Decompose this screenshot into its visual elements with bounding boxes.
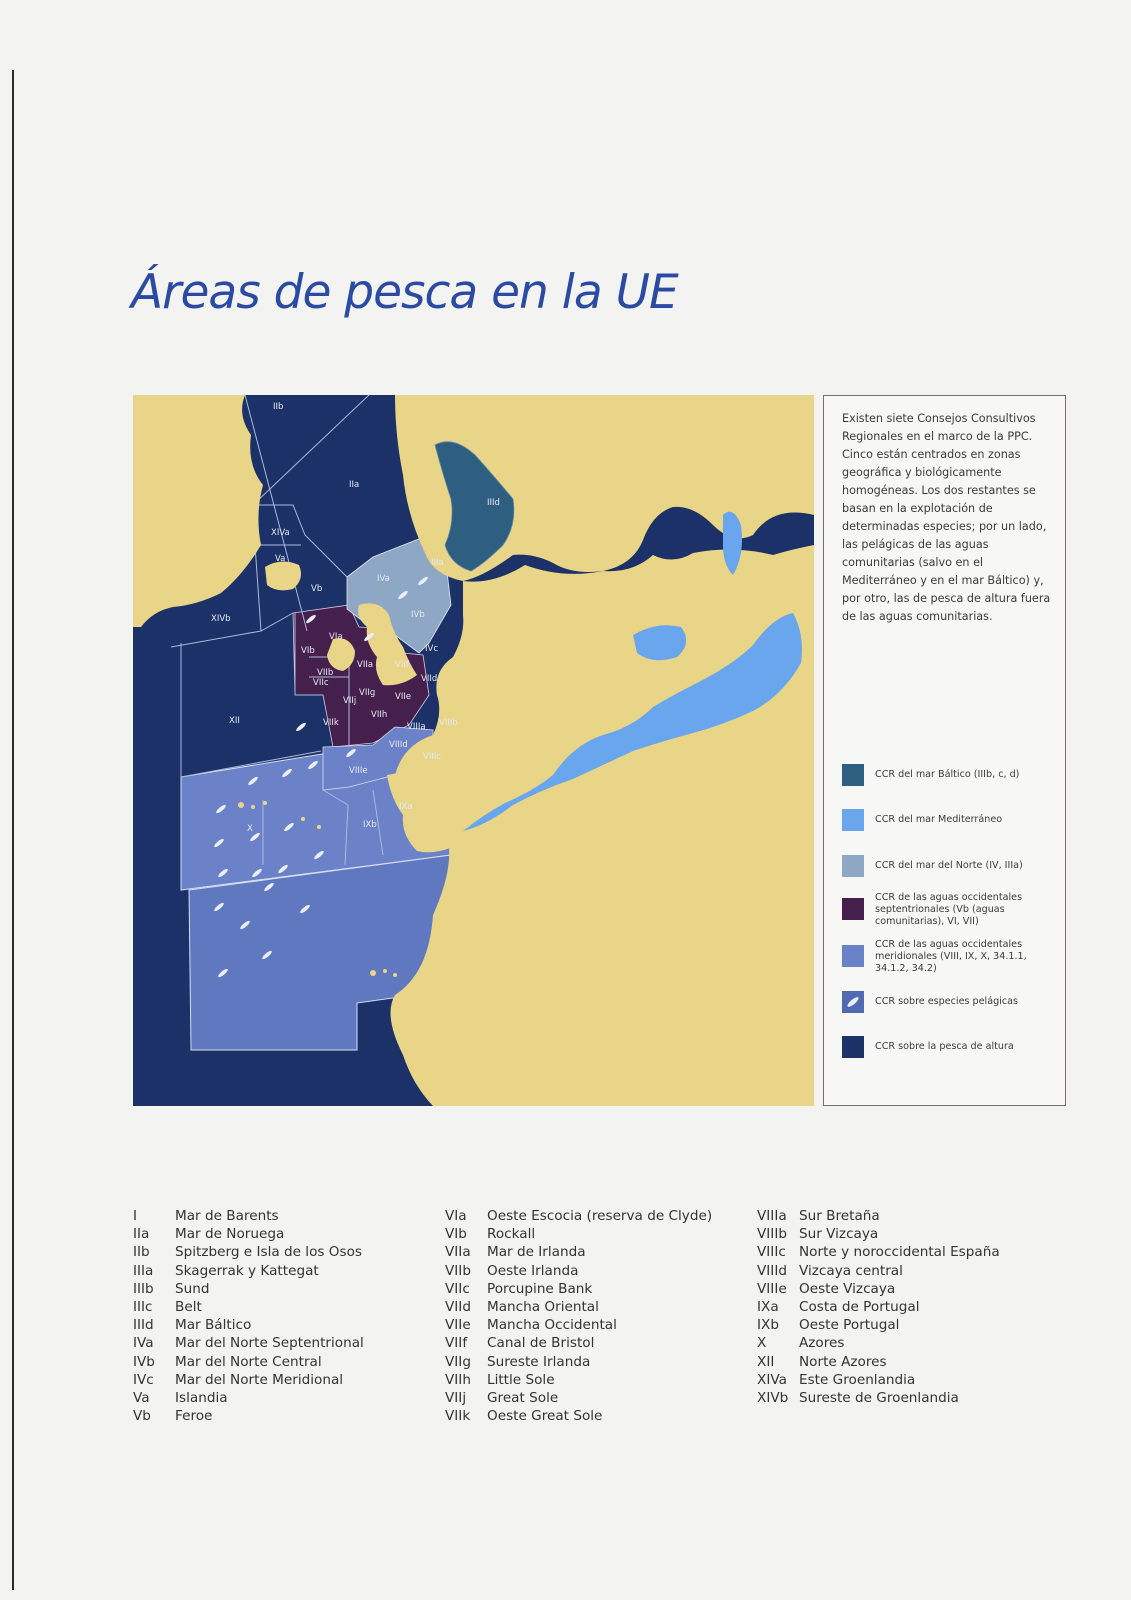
- legend-label: CCR del mar del Norte (IV, IIIa): [875, 860, 1023, 871]
- area-code-row: [445, 1281, 712, 1299]
- area-name: Costa de Portugal: [799, 1298, 920, 1315]
- area-code: VIa: [445, 1208, 467, 1224]
- area-code: IVc: [133, 1371, 154, 1388]
- map-label: VIIIe: [349, 766, 368, 776]
- area-code-row: [445, 1372, 712, 1390]
- area-name: Sureste Irlanda: [487, 1353, 591, 1370]
- area-name: Mar Báltico: [175, 1317, 252, 1334]
- area-code: IIb: [133, 1244, 150, 1261]
- area-code-row: [757, 1281, 1000, 1299]
- map-label: VIId: [421, 674, 438, 684]
- legend-label: CCR del mar Mediterráneo: [875, 814, 1003, 825]
- area-name: Oeste Great Sole: [487, 1408, 603, 1425]
- area-code-row: [133, 1263, 364, 1281]
- page-edge-line: [12, 70, 14, 1590]
- map-label: VIIa: [357, 660, 374, 670]
- legend-swatch: [842, 764, 864, 786]
- legend-swatch: [842, 809, 864, 831]
- area-code-row: [757, 1226, 1000, 1244]
- area-name: Mancha Occidental: [487, 1317, 617, 1334]
- area-code: IIa: [133, 1226, 150, 1243]
- area-name: Little Sole: [487, 1371, 555, 1388]
- area-name: Feroe: [175, 1408, 213, 1425]
- area-code-row: [445, 1244, 712, 1262]
- area-name: Norte Azores: [799, 1353, 887, 1370]
- map-label: VIIf: [395, 660, 409, 670]
- area-code-row: [445, 1335, 712, 1353]
- legend-swatch: [842, 898, 864, 920]
- area-code-list-3: [757, 1208, 1000, 1408]
- area-code: VIIf: [445, 1335, 468, 1352]
- area-code: VIIIb: [757, 1226, 787, 1243]
- area-code: IXa: [757, 1298, 779, 1315]
- legend-item-mediterranean: [842, 809, 1060, 849]
- legend-panel: [823, 395, 1066, 1106]
- area-code: I: [133, 1208, 138, 1224]
- area-name: Sur Bretaña: [799, 1208, 880, 1224]
- area-name: Oeste Portugal: [799, 1317, 900, 1334]
- area-code-row: [757, 1390, 1000, 1408]
- area-code-row: [133, 1317, 364, 1335]
- map-label: IIId: [487, 498, 500, 508]
- map-label: IXa: [399, 802, 413, 812]
- area-code-row: [757, 1354, 1000, 1372]
- area-code: IVb: [133, 1353, 155, 1370]
- map-label: VIIh: [371, 710, 388, 720]
- area-code-row: [445, 1263, 712, 1281]
- legend-item-pelagic: [842, 991, 1060, 1031]
- area-name: Este Groenlandia: [799, 1371, 916, 1388]
- area-name: Sund: [175, 1280, 210, 1297]
- area-code: VIIa: [445, 1244, 471, 1261]
- map-label: XIVa: [271, 528, 290, 538]
- land-iceland: [265, 561, 301, 590]
- area-code: VIIIa: [757, 1208, 787, 1224]
- map-label: XIVb: [211, 614, 231, 624]
- area-code: XIVb: [757, 1389, 789, 1406]
- legend-swatch: [842, 855, 864, 877]
- area-code-row: [445, 1226, 712, 1244]
- area-code: VIIh: [445, 1371, 471, 1388]
- map-label: XII: [229, 716, 240, 726]
- area-code-row: [445, 1208, 712, 1226]
- area-code-row: [133, 1372, 364, 1390]
- area-name: Mancha Oriental: [487, 1298, 599, 1315]
- area-name: Rockall: [487, 1226, 536, 1243]
- map-label: VIa: [329, 632, 343, 642]
- map-label: VIIIb: [439, 718, 458, 728]
- area-name: Islandia: [175, 1389, 228, 1406]
- legend-item-high-seas: [842, 1036, 1060, 1076]
- area-code-row: [133, 1226, 364, 1244]
- area-code-row: [445, 1390, 712, 1408]
- area-name: Mar de Noruega: [175, 1226, 285, 1243]
- area-code: X: [757, 1335, 767, 1352]
- area-name: Sureste de Groenlandia: [799, 1389, 959, 1406]
- area-code: IXb: [757, 1317, 779, 1334]
- legend-item-southwest: [842, 939, 1060, 979]
- map-label: Vb: [311, 584, 323, 594]
- area-code: VIb: [445, 1226, 467, 1243]
- map-label: VIIg: [359, 688, 376, 698]
- map-label: IVc: [425, 644, 438, 654]
- area-name: Norte y noroccidental España: [799, 1244, 1000, 1261]
- area-code: VIIj: [445, 1389, 467, 1406]
- area-code: VIIe: [445, 1317, 471, 1334]
- area-code: VIIIc: [757, 1244, 786, 1261]
- area-name: Belt: [175, 1298, 202, 1315]
- area-code-row: [133, 1390, 364, 1408]
- area-name: Mar del Norte Meridional: [175, 1371, 344, 1388]
- area-name: Great Sole: [487, 1389, 559, 1406]
- legend-label: CCR de las aguas occidentales septentrionales (Vb (aguas comunitarias), VI, VII): [875, 892, 1023, 927]
- area-code-row: [133, 1354, 364, 1372]
- legend-label: CCR del mar Báltico (IIIb, c, d): [875, 769, 1020, 780]
- area-code-list-2: [445, 1208, 712, 1426]
- legend-item-north-sea: [842, 855, 1060, 895]
- area-name: Mar de Barents: [175, 1208, 279, 1224]
- area-code: XIVa: [757, 1371, 787, 1388]
- area-code-row: [757, 1299, 1000, 1317]
- area-code: VIIId: [757, 1262, 787, 1279]
- area-code: IIIb: [133, 1280, 154, 1297]
- area-code: Vb: [133, 1408, 151, 1425]
- legend-fish-icon: [842, 991, 864, 1013]
- legend-label: CCR sobre especies pelágicas: [875, 996, 1018, 1007]
- area-code-row: [445, 1354, 712, 1372]
- map-label: IVb: [411, 610, 425, 620]
- legend-item-baltic: [842, 764, 1060, 804]
- map-label: VIIIc: [423, 752, 442, 762]
- area-code-row: [757, 1335, 1000, 1353]
- area-code-row: [133, 1208, 364, 1226]
- area-code: IIId: [133, 1317, 154, 1334]
- area-code-row: [757, 1244, 1000, 1262]
- area-code: VIIk: [445, 1408, 471, 1425]
- fishing-areas-map: [133, 395, 814, 1106]
- map-label: IXb: [363, 820, 377, 830]
- map-label: X: [247, 824, 253, 834]
- map-label: VIIc: [313, 678, 329, 688]
- map-label: IVa: [377, 574, 390, 584]
- map-label: IIa: [349, 480, 360, 490]
- area-name: Oeste Escocia (reserva de Clyde): [487, 1208, 713, 1224]
- area-code-row: [757, 1317, 1000, 1335]
- legend-label: CCR sobre la pesca de altura: [875, 1041, 1014, 1052]
- area-code-row: [445, 1317, 712, 1335]
- legend-item-northwest: [842, 892, 1060, 932]
- area-code-row: [133, 1408, 364, 1426]
- area-code: Va: [133, 1389, 150, 1406]
- area-code: IIIa: [133, 1262, 154, 1279]
- area-name: Spitzberg e Isla de los Osos: [175, 1244, 362, 1261]
- area-code-row: [757, 1208, 1000, 1226]
- map-label: VIIe: [395, 692, 412, 702]
- area-code: VIIIe: [757, 1280, 787, 1297]
- map-label: IIIa: [431, 558, 444, 568]
- map-label: VIIb: [317, 668, 334, 678]
- map-label: VIb: [301, 646, 315, 656]
- area-name: Vizcaya central: [799, 1262, 903, 1279]
- area-code: VIIg: [445, 1353, 471, 1370]
- area-name: Porcupine Bank: [487, 1280, 593, 1297]
- area-code-row: [133, 1244, 364, 1262]
- intro-text: Existen siete Consejos Consultivos Regionales en el marco de la PPC. Cinco están centrados en zonas geográfica y biológicamente homogéneas. Los dos restantes se basan en la explotación de determinadas especies; por un lado, las pelágicas de las aguas comunitarias (salvo en el Mediterráneo y en el mar Báltico) y, por otro, las de pesca de altura fuera de las aguas comunitarias.: [842, 412, 1051, 623]
- map-label: IIb: [273, 402, 284, 412]
- area-code: IVa: [133, 1335, 154, 1352]
- legend-swatch: [842, 945, 864, 967]
- map-label: VIIId: [389, 740, 408, 750]
- area-code-row: [133, 1299, 364, 1317]
- area-code: IIIc: [133, 1298, 153, 1315]
- area-code: VIIc: [445, 1280, 470, 1297]
- area-code-list-1: [133, 1208, 364, 1426]
- legend-swatch: [842, 1036, 864, 1058]
- area-code-row: [757, 1372, 1000, 1390]
- map-label: VIIk: [323, 718, 339, 728]
- area-name: Oeste Irlanda: [487, 1262, 579, 1279]
- area-code: XII: [757, 1353, 775, 1370]
- area-code-row: [133, 1335, 364, 1353]
- area-name: Canal de Bristol: [487, 1335, 595, 1352]
- page-title: Áreas de pesca en la UE: [131, 265, 678, 320]
- map-label: VIIj: [343, 696, 357, 706]
- area-code-row: [445, 1299, 712, 1317]
- area-name: Oeste Vizcaya: [799, 1280, 896, 1297]
- area-name: Mar del Norte Central: [175, 1353, 322, 1370]
- area-code: VIIb: [445, 1262, 471, 1279]
- area-code-row: [133, 1281, 364, 1299]
- area-name: Skagerrak y Kattegat: [175, 1262, 319, 1279]
- area-code-row: [445, 1408, 712, 1426]
- legend-label: CCR de las aguas occidentales meridionales (VIII, IX, X, 34.1.1, 34.1.2, 34.2): [875, 939, 1027, 974]
- area-name: Sur Vizcaya: [799, 1226, 879, 1243]
- area-name: Mar del Norte Septentrional: [175, 1335, 364, 1352]
- area-code: VIId: [445, 1298, 471, 1315]
- area-name: Mar de Irlanda: [487, 1244, 586, 1261]
- area-code-row: [757, 1263, 1000, 1281]
- map-label: Va: [275, 554, 286, 564]
- map-label: VIIIa: [407, 722, 426, 732]
- area-name: Azores: [799, 1335, 845, 1352]
